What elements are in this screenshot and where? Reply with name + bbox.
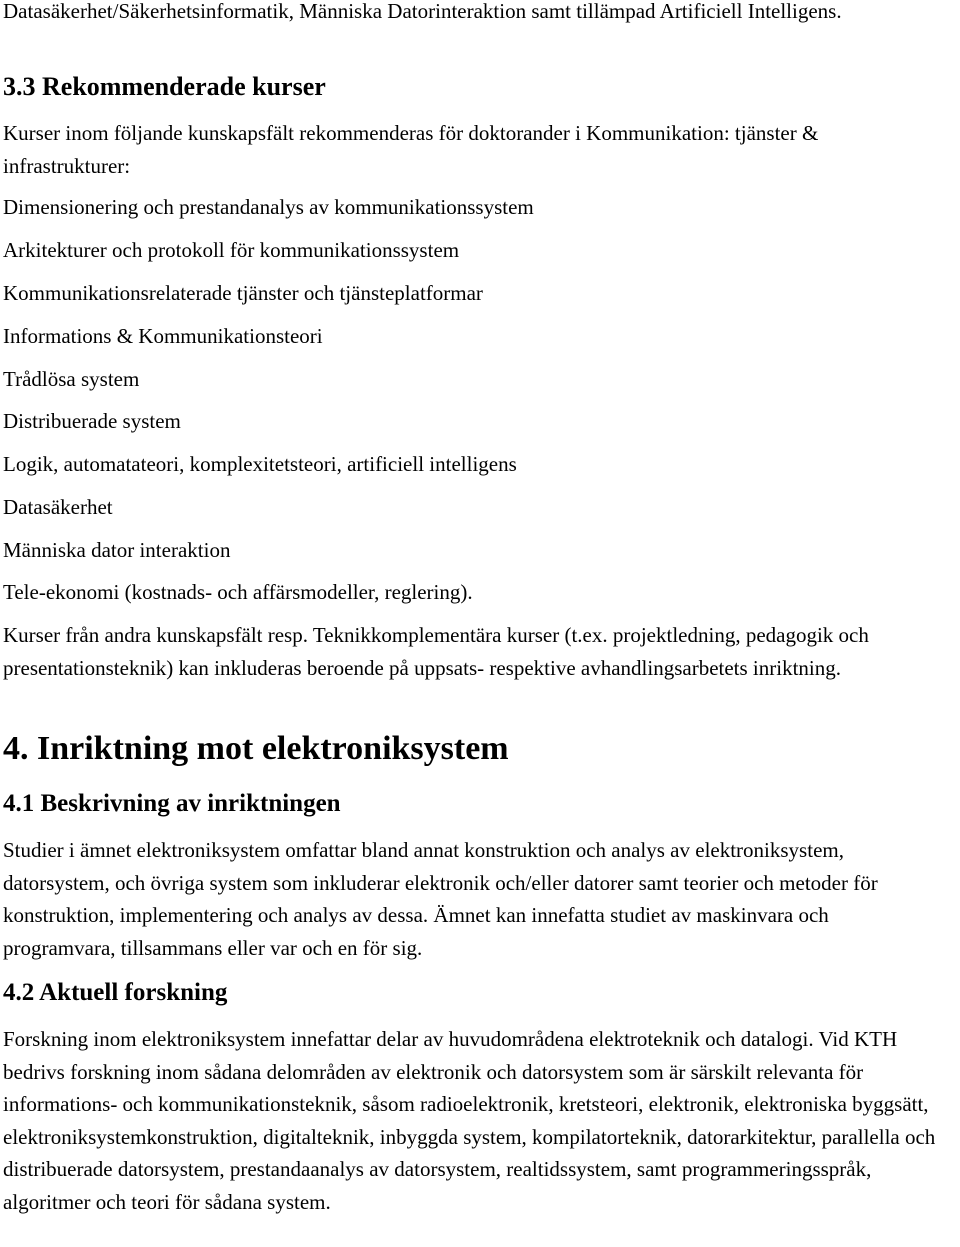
section-4-2-text: Forskning inom elektroniksystem innefattar delar av huvudområdena elektroteknik och datalogi. Vid KTH bedrivs forskning inom sådana delområden av elektronik och datorsystem som är särskilt relevanta för informations- och kommunikationsteknik, såsom radioelektronik, kretsteori, elektronik, elektroniska byggsätt, elektroniksystemkonstruktion, digitalteknik, inbyggda system, kompilatorteknik, datorarkitektur, parallella och distribuerade datorsystem, prestandaanalys av datorsystem, realtidssystem, samt programmeringsspråk, algoritmer och teori för sådana system.: [3, 1027, 936, 1214]
section-3-3-intro: Kurser inom följande kunskapsfält rekommenderas för doktorander i Kommunikation: tjänster & infrastrukturer:: [3, 121, 819, 178]
section-3-3-closing: Kurser från andra kunskapsfält resp. Teknikkomplementära kurser (t.ex. projektledning, pedagogik och presentationsteknik) kan inkluderas beroende på uppsats- respektive avhandlingsarbetets inriktning.: [3, 623, 869, 680]
list-item: Arkitekturer och protokoll för kommunikationssystem: [3, 238, 460, 262]
section-4-1-text: Studier i ämnet elektroniksystem omfattar bland annat konstruktion och analys av elektroniksystem, datorsystem, och övriga system som inkluderar elektronik och/eller datorer samt teorier och metoder för konstruktion, implementering och analys av dessa. Ämnet kan innefatta studiet av maskinvara och programvara, tillsammans eller var och en för sig.: [3, 838, 878, 960]
section-4-heading: 4. Inriktning mot elektroniksystem: [3, 730, 509, 767]
list-item: Distribuerade system: [3, 409, 181, 433]
list-item: Datasäkerhet: [3, 495, 113, 519]
section-3-3-heading: 3.3 Rekommenderade kurser: [3, 72, 326, 101]
intro-continuation-paragraph: Datasäkerhet/Säkerhetsinformatik, Människa Datorinteraktion samt tillämpad Artificiell Intelligens.: [3, 0, 842, 23]
section-4-2-heading: 4.2 Aktuell forskning: [3, 979, 228, 1006]
list-item: Dimensionering och prestandanalys av kommunikationssystem: [3, 195, 534, 219]
section-4-1-heading: 4.1 Beskrivning av inriktningen: [3, 790, 341, 817]
list-item: Trådlösa system: [3, 367, 140, 391]
list-item: Människa dator interaktion: [3, 538, 231, 562]
list-item: Tele-ekonomi (kostnads- och affärsmodeller, reglering).: [3, 580, 473, 604]
list-item: Logik, automatateori, komplexitetsteori, artificiell intelligens: [3, 452, 517, 476]
list-item: Informations & Kommunikationsteori: [3, 324, 323, 348]
list-item: Kommunikationsrelaterade tjänster och tjänsteplatformar: [3, 281, 483, 305]
